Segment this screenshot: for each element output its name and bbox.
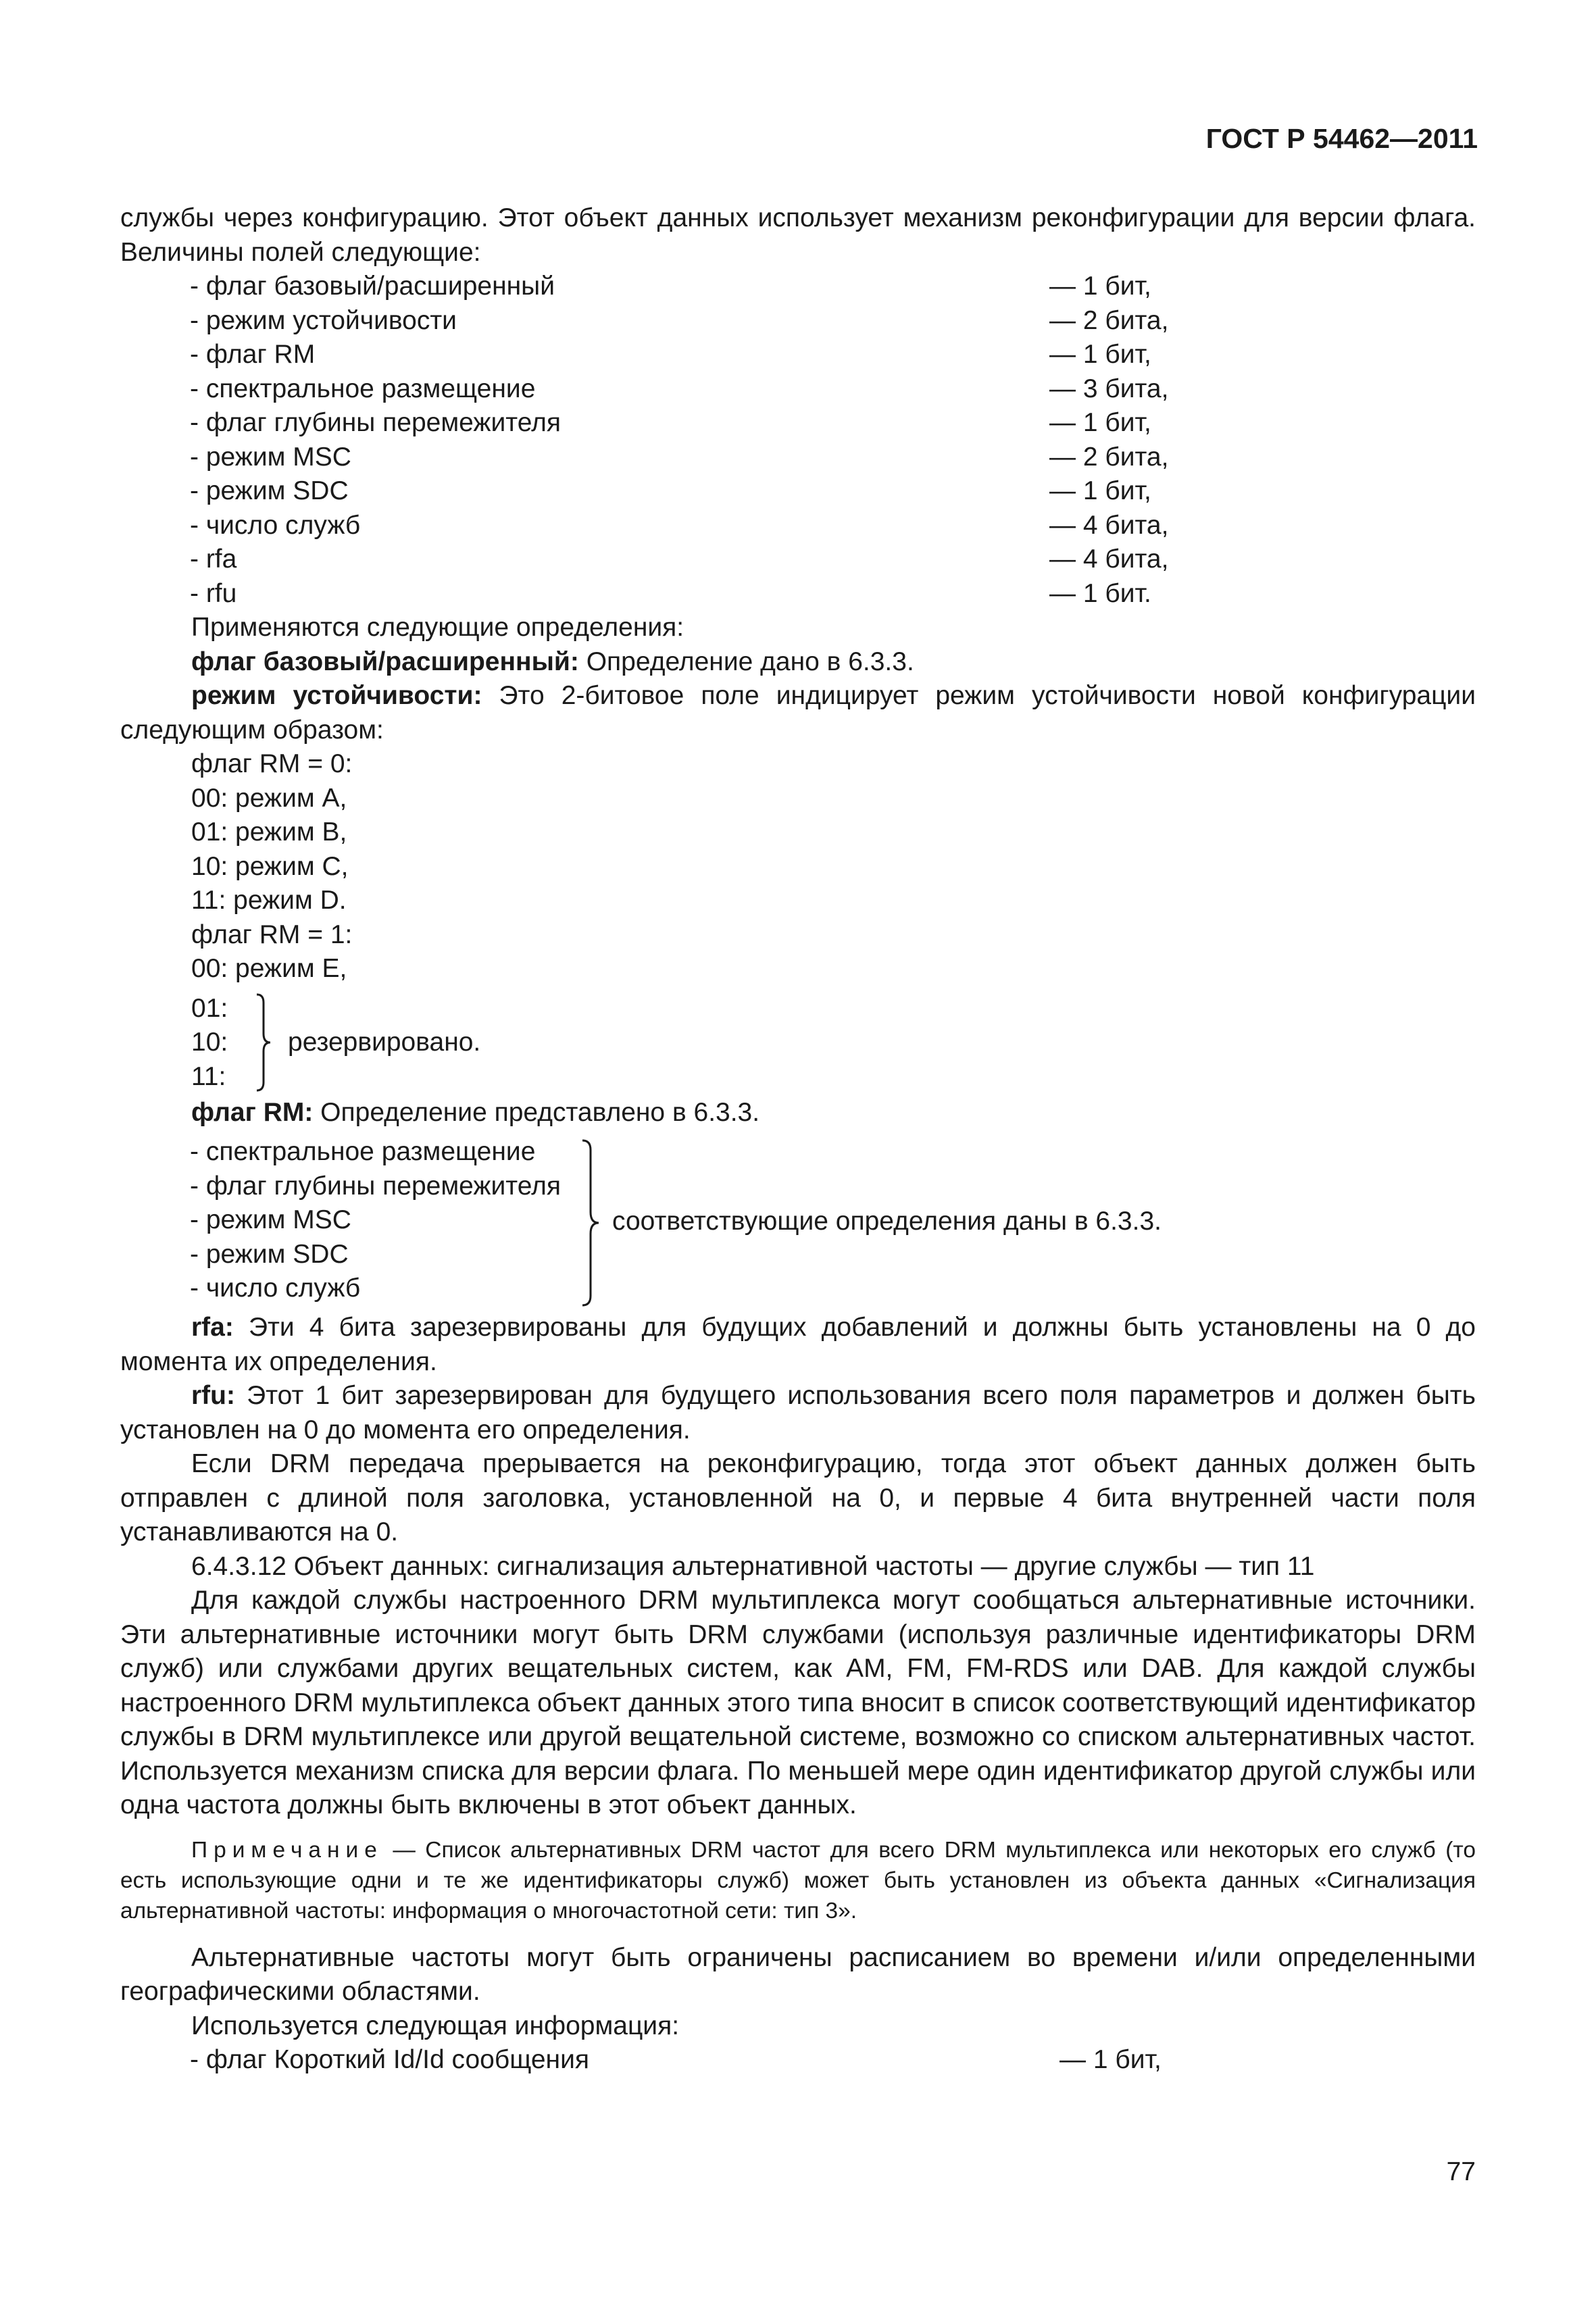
definition-term: режим устойчивости:	[191, 681, 482, 710]
note-label: Примечание	[191, 1837, 383, 1863]
grouped-field: - режим SDC	[190, 1239, 349, 1269]
mode-line: 11: режим D.	[191, 886, 347, 915]
limitations-paragraph: Альтернативные частоты могут быть ограничены расписанием во времени и/или определенными географическими областями.	[120, 1942, 1476, 2006]
field-row	[120, 441, 1476, 475]
definition-rm-flag	[120, 1096, 1476, 1130]
field-bits: — 1 бит,	[1049, 476, 1151, 505]
field-row	[120, 270, 1476, 304]
definition-text: Это 2-битовое поле индицирует режим устойчивости новой конфигурации следующим образом:	[120, 681, 1476, 745]
field-bits: — 3 бита,	[1049, 374, 1169, 403]
field-name: - флаг Короткий Id/Id сообщения	[190, 2045, 589, 2074]
field-row	[120, 543, 1476, 577]
mode-line: 00: режим E,	[191, 954, 347, 983]
field-name: - rfu	[190, 578, 237, 608]
mode-line: 01: режим B,	[191, 818, 347, 847]
definition-text: Определение представлено в 6.3.3.	[313, 1097, 760, 1127]
field-bits: — 4 бита,	[1049, 545, 1169, 574]
note-paragraph	[120, 1835, 1476, 1926]
definitions-intro: Применяются следующие определения:	[191, 613, 684, 642]
reserved-codes	[191, 992, 228, 1095]
reserved-code: 10:	[191, 1028, 228, 1057]
field-row	[120, 577, 1476, 611]
field-bits: — 2 бита,	[1049, 305, 1169, 335]
field-name: - rfa	[190, 545, 237, 574]
fields-list	[120, 270, 1476, 611]
field-row	[120, 338, 1476, 372]
grouped-fields-block	[120, 1135, 1476, 1311]
definition-robustness-mode	[120, 679, 1476, 747]
right-brace-icon	[580, 1138, 607, 1308]
intro-paragraph: службы через конфигурацию. Этот объект данных использует механизм реконфигурации для версии флага. Величины полей следующие:	[120, 203, 1476, 267]
reserved-text: резервировано.	[288, 1027, 481, 1057]
field-row	[120, 372, 1476, 407]
right-brace-icon	[254, 992, 278, 1093]
field-name: - число служб	[190, 510, 361, 540]
field-name: - режим MSC	[190, 442, 351, 472]
document-header: ГОСТ Р 54462—2011	[1205, 123, 1478, 154]
grouped-fields-list	[190, 1135, 561, 1306]
field-row	[120, 406, 1476, 441]
definition-term: rfa:	[191, 1313, 234, 1342]
field-bits: — 1 бит,	[1059, 2045, 1162, 2074]
definition-text: Эти 4 бита зарезервированы для будущих добавлений и должны быть установлены на 0 до момента их определения.	[120, 1313, 1476, 1376]
field-bits: — 1 бит,	[1049, 272, 1151, 301]
mode-line: флаг RM = 1:	[191, 920, 353, 949]
grouped-field: - режим MSC	[190, 1205, 351, 1234]
definition-term: rfu:	[191, 1381, 235, 1410]
note-text: — Список альтернативных DRM частот для всего DRM мультиплекса или некоторых его служб (то есть использующие одни и те же идентификаторы служб) может быть установлен из объекта данных «Сигнализация альтернативной частоты: информация о многочастотной сети: тип 3».	[120, 1837, 1476, 1923]
reserved-code: 01:	[191, 993, 228, 1023]
grouped-field: - флаг глубины перемежителя	[190, 1171, 561, 1201]
mode-list	[120, 747, 1476, 986]
mode-line: 10: режим C,	[191, 851, 349, 881]
information-intro: Используется следующая информация:	[191, 2011, 680, 2040]
definition-rfa	[120, 1311, 1476, 1379]
mode-line: 00: режим A,	[191, 783, 347, 813]
field-bits: — 1 бит,	[1049, 340, 1151, 369]
mode-line: флаг RM = 0:	[191, 749, 353, 778]
field-bits: — 2 бита,	[1049, 442, 1169, 472]
field-row	[120, 509, 1476, 543]
definition-base-flag	[120, 645, 1476, 680]
grouped-field: - спектральное размещение	[190, 1137, 536, 1166]
field-name: - режим SDC	[190, 476, 349, 505]
field-bits: — 1 бит,	[1049, 408, 1151, 437]
definition-rfu	[120, 1379, 1476, 1447]
field-row	[120, 304, 1476, 338]
field-name: - флаг глубины перемежителя	[190, 408, 561, 437]
field-bits: — 4 бита,	[1049, 510, 1169, 540]
section-heading: 6.4.3.12 Объект данных: сигнализация альтернативной частоты — другие службы — тип 11	[191, 1551, 1315, 1581]
reserved-block	[120, 992, 1476, 1096]
page-body	[120, 201, 1476, 2078]
field-row	[120, 474, 1476, 509]
field-name: - спектральное размещение	[190, 374, 536, 403]
definition-text: Этот 1 бит зарезервирован для будущего использования всего поля параметров и должен быть установлен на 0 до момента его определения.	[120, 1381, 1476, 1444]
grouped-field: - число служб	[190, 1274, 361, 1303]
definition-term: флаг базовый/расширенный:	[191, 647, 579, 676]
field-row	[120, 2043, 1476, 2078]
reserved-code: 11:	[191, 1061, 226, 1091]
grouped-fields-note: соответствующие определения даны в 6.3.3.	[612, 1207, 1162, 1236]
field-name: - флаг базовый/расширенный	[190, 272, 555, 301]
drm-reconfiguration-paragraph: Если DRM передача прерывается на реконфигурацию, тогда этот объект данных должен быть отправлен с длиной поля заголовка, установленной на 0, и первые 4 бита внутренней части поля устанавливаются на 0.	[120, 1449, 1476, 1546]
field-name: - флаг RM	[190, 340, 316, 369]
page-number: 77	[1446, 2157, 1476, 2186]
field-bits: — 1 бит.	[1049, 578, 1151, 608]
definition-term: флаг RM:	[191, 1097, 314, 1127]
field-name: - режим устойчивости	[190, 305, 457, 335]
definition-text: Определение дано в 6.3.3.	[578, 647, 914, 676]
alternative-sources-paragraph: Для каждой службы настроенного DRM мультиплекса могут сообщаться альтернативные источники. Эти альтернативные источники могут быть DRM службами (используя различные идентификаторы DRM служб) или службами других вещательных систем, как AM, FM, FM-RDS или DAB. Для каждой службы настроенного DRM мультиплекса объект данных этого типа вносит в список соответствующий идентификатор службы в DRM мультиплексе или другой вещательной системе, возможно со списком альтернативных частот. Используется механизм списка для версии флага. По меньшей мере один идентификатор другой службы или одна частота должны быть включены в этот объект данных.	[120, 1586, 1476, 1819]
